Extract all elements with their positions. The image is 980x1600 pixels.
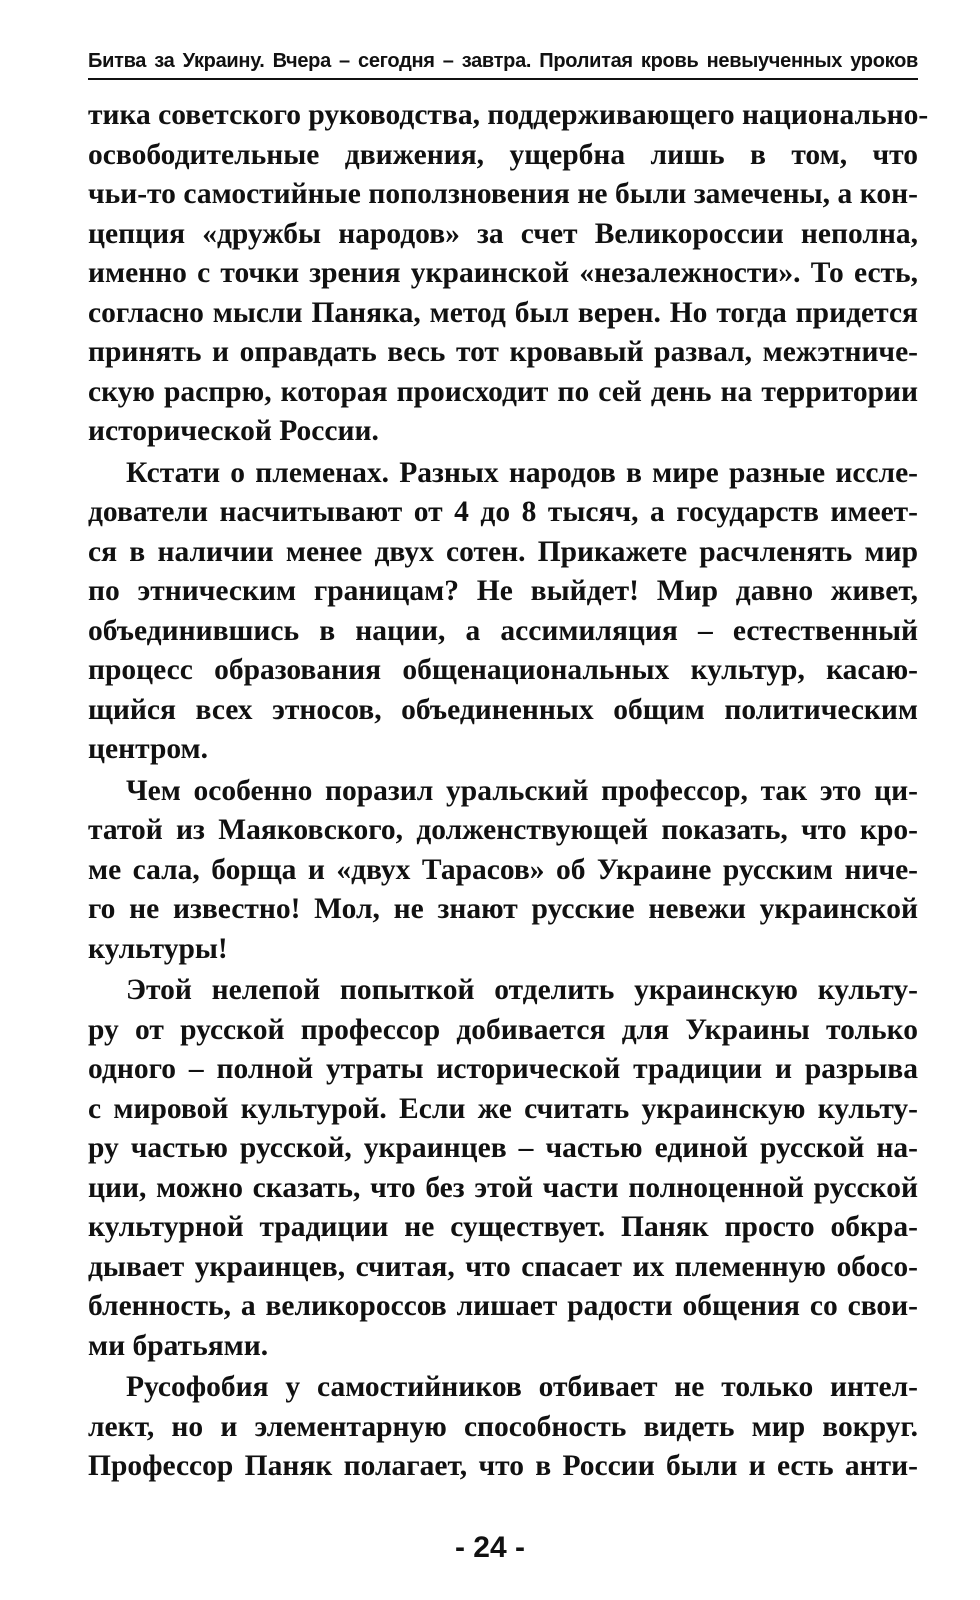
text-line: цепция «дружбы народов» за счет Великороссии неполна, bbox=[88, 217, 918, 250]
text-line: ме сала, борща и «двух Тарасов» об Украине русским ниче- bbox=[88, 853, 918, 886]
text-line: ми братьями. bbox=[88, 1329, 269, 1362]
text-line: тика советского руководства, поддерживающего национально- bbox=[88, 99, 929, 131]
text-line: с мировой культурой. Если же считать украинскую культу- bbox=[88, 1092, 918, 1125]
text-line: чьи-то самостийные поползновения не были замечены, а кон- bbox=[88, 178, 918, 210]
running-head: Битва за Украину. Вчера – сегодня – завтра. Пролитая кровь невыученных уроков bbox=[88, 44, 918, 80]
text-line: Чем особенно поразил уральский профессор, так это ци- bbox=[126, 774, 918, 807]
paragraph bbox=[88, 772, 918, 970]
text-line: освободительные движения, ущербна лишь в том, что bbox=[88, 138, 918, 171]
text-line: скую распрю, которая происходит по сей день на территории bbox=[88, 375, 918, 408]
text-line: одного – полной утраты исторической традиции и разрыва bbox=[88, 1053, 918, 1085]
text-line: ся в наличии менее двух сотен. Прикажете расчленять мир bbox=[88, 535, 918, 568]
text-line: культуры! bbox=[88, 932, 228, 965]
paragraph bbox=[88, 96, 929, 452]
text-line: принять и оправдать весь тот кровавый развал, межэтниче- bbox=[88, 336, 918, 368]
text-line: бленность, а великороссов лишает радости общения со свои- bbox=[88, 1290, 918, 1322]
text-line: именно с точки зрения украинской «незалежности». То есть, bbox=[88, 257, 918, 289]
text-line: объединившись в нации, а ассимиляция – естественный bbox=[88, 614, 918, 647]
text-line: Русофобия у самостийников отбивает не только интел- bbox=[126, 1371, 918, 1403]
text-line: Профессор Паняк полагает, что в России были и есть анти- bbox=[88, 1450, 918, 1482]
body-text bbox=[88, 96, 929, 1487]
text-line: центром. bbox=[88, 733, 209, 765]
text-line: процесс образования общенациональных культур, касаю- bbox=[88, 654, 918, 686]
page-number: - 24 - bbox=[454, 1531, 526, 1564]
text-line: щийся всех этносов, объединенных общим политическим bbox=[88, 693, 918, 726]
text-line: ру от русской профессор добивается для Украины только bbox=[88, 1013, 918, 1046]
text-line: ру частью русской, украинцев – частью единой русской на- bbox=[88, 1132, 918, 1164]
text-line: культурной традиции не существует. Паняк просто обкра- bbox=[88, 1211, 918, 1243]
text-line: Этой нелепой попыткой отделить украинскую культу- bbox=[126, 974, 918, 1006]
paragraph bbox=[88, 454, 918, 770]
paragraph bbox=[88, 971, 918, 1366]
text-line: Кстати о племенах. Разных народов в мире разные иссле- bbox=[126, 456, 918, 489]
text-line: дывает украинцев, считая, что спасает их племенную обосо- bbox=[88, 1250, 918, 1283]
text-line: татой из Маяковского, долженствующей показать, что кро- bbox=[88, 814, 918, 846]
text-line: согласно мысли Паняка, метод был верен. Но тогда придется bbox=[88, 296, 918, 329]
text-line: ции, можно сказать, что без этой части полноценной русской bbox=[88, 1171, 918, 1204]
text-line: лект, но и элементарную способность видеть мир вокруг. bbox=[88, 1410, 918, 1443]
text-line: по этническим границам? Не выйдет! Мир давно живет, bbox=[88, 575, 918, 607]
text-line: го не известно! Мол, не знают русские невежи украинской bbox=[88, 893, 918, 925]
text-line: дователи насчитывают от 4 до 8 тысяч, а государств имеет- bbox=[88, 496, 918, 528]
paragraph bbox=[88, 1368, 918, 1487]
text-line: исторической России. bbox=[88, 415, 379, 447]
